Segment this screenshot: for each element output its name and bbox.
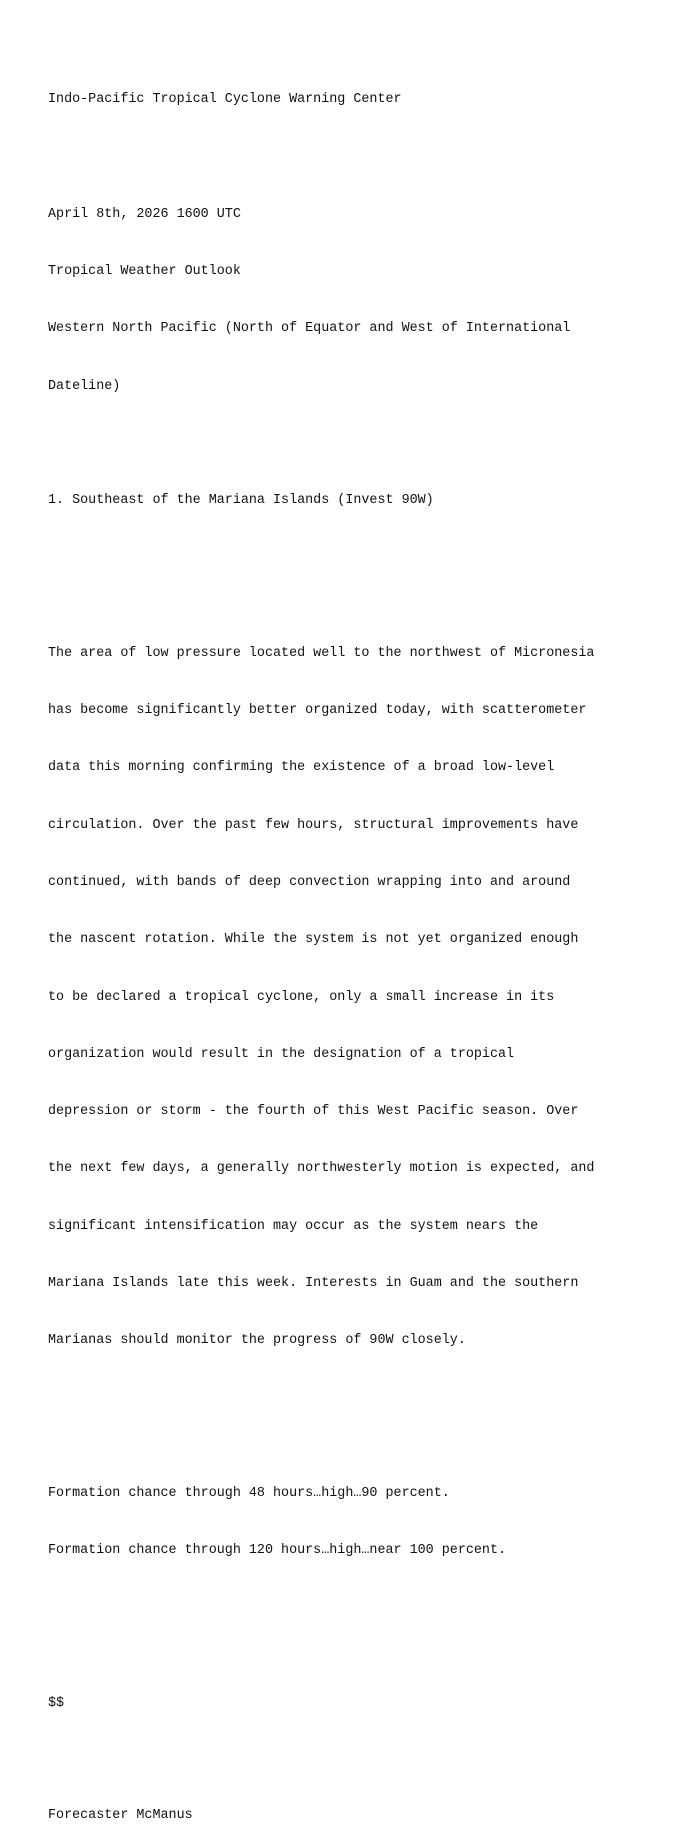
spacer	[48, 434, 668, 453]
formation-chance-120h: Formation chance through 120 hours…high…near 100 percent.	[48, 1543, 507, 1559]
agency-name: Indo-Pacific Tropical Cyclone Warning Center	[48, 92, 402, 108]
paragraph-line: has become significantly better organized today, with scatterometer	[48, 703, 587, 719]
spacer	[48, 548, 668, 567]
spacer	[48, 1427, 668, 1446]
region-line-2: Dateline)	[48, 378, 121, 394]
paragraph-line: Mariana Islands late this week. Interests in Guam and the southern	[48, 1276, 579, 1291]
paragraph-line: data this morning confirming the existence of a broad low-level	[48, 760, 555, 776]
formation-chance-48h: Formation chance through 48 hours…high…90 percent.	[48, 1486, 450, 1502]
paragraph-line: depression or storm - the fourth of this West Pacific season. Over	[48, 1104, 579, 1120]
product-title: Tropical Weather Outlook	[48, 264, 241, 280]
paragraph-line: the nascent rotation. While the system is not yet organized enough	[48, 932, 579, 948]
system-heading: 1. Southeast of the Mariana Islands (Invest 90W)	[48, 493, 434, 509]
product-terminator: $$	[48, 1695, 65, 1711]
spacer	[48, 147, 668, 166]
paragraph-line: the next few days, a generally northwesterly motion is expected, and	[48, 1161, 595, 1177]
paragraph-line: organization would result in the designation of a tropical	[48, 1046, 515, 1062]
forecaster-signature: Forecaster McManus	[48, 1808, 193, 1824]
paragraph-line: significant intensification may occur as the system nears the	[48, 1218, 539, 1234]
paragraph-line: continued, with bands of deep convection wrapping into and around	[48, 875, 571, 891]
spacer	[48, 1599, 668, 1656]
spacer	[48, 1751, 668, 1768]
issue-datetime: April 8th, 2026 1600 UTC	[48, 206, 241, 222]
region-line-1: Western North Pacific (North of Equator and West of International	[48, 321, 571, 337]
outlook-document	[48, 52, 668, 1844]
paragraph-line: The area of low pressure located well to the northwest of Micronesia	[48, 645, 595, 661]
discussion-paragraph	[48, 606, 668, 1389]
paragraph-line: circulation. Over the past few hours, structural improvements have	[48, 817, 579, 833]
paragraph-line: to be declared a tropical cyclone, only a small increase in its	[48, 989, 555, 1005]
paragraph-line: Marianas should monitor the progress of 90W closely.	[48, 1333, 466, 1349]
